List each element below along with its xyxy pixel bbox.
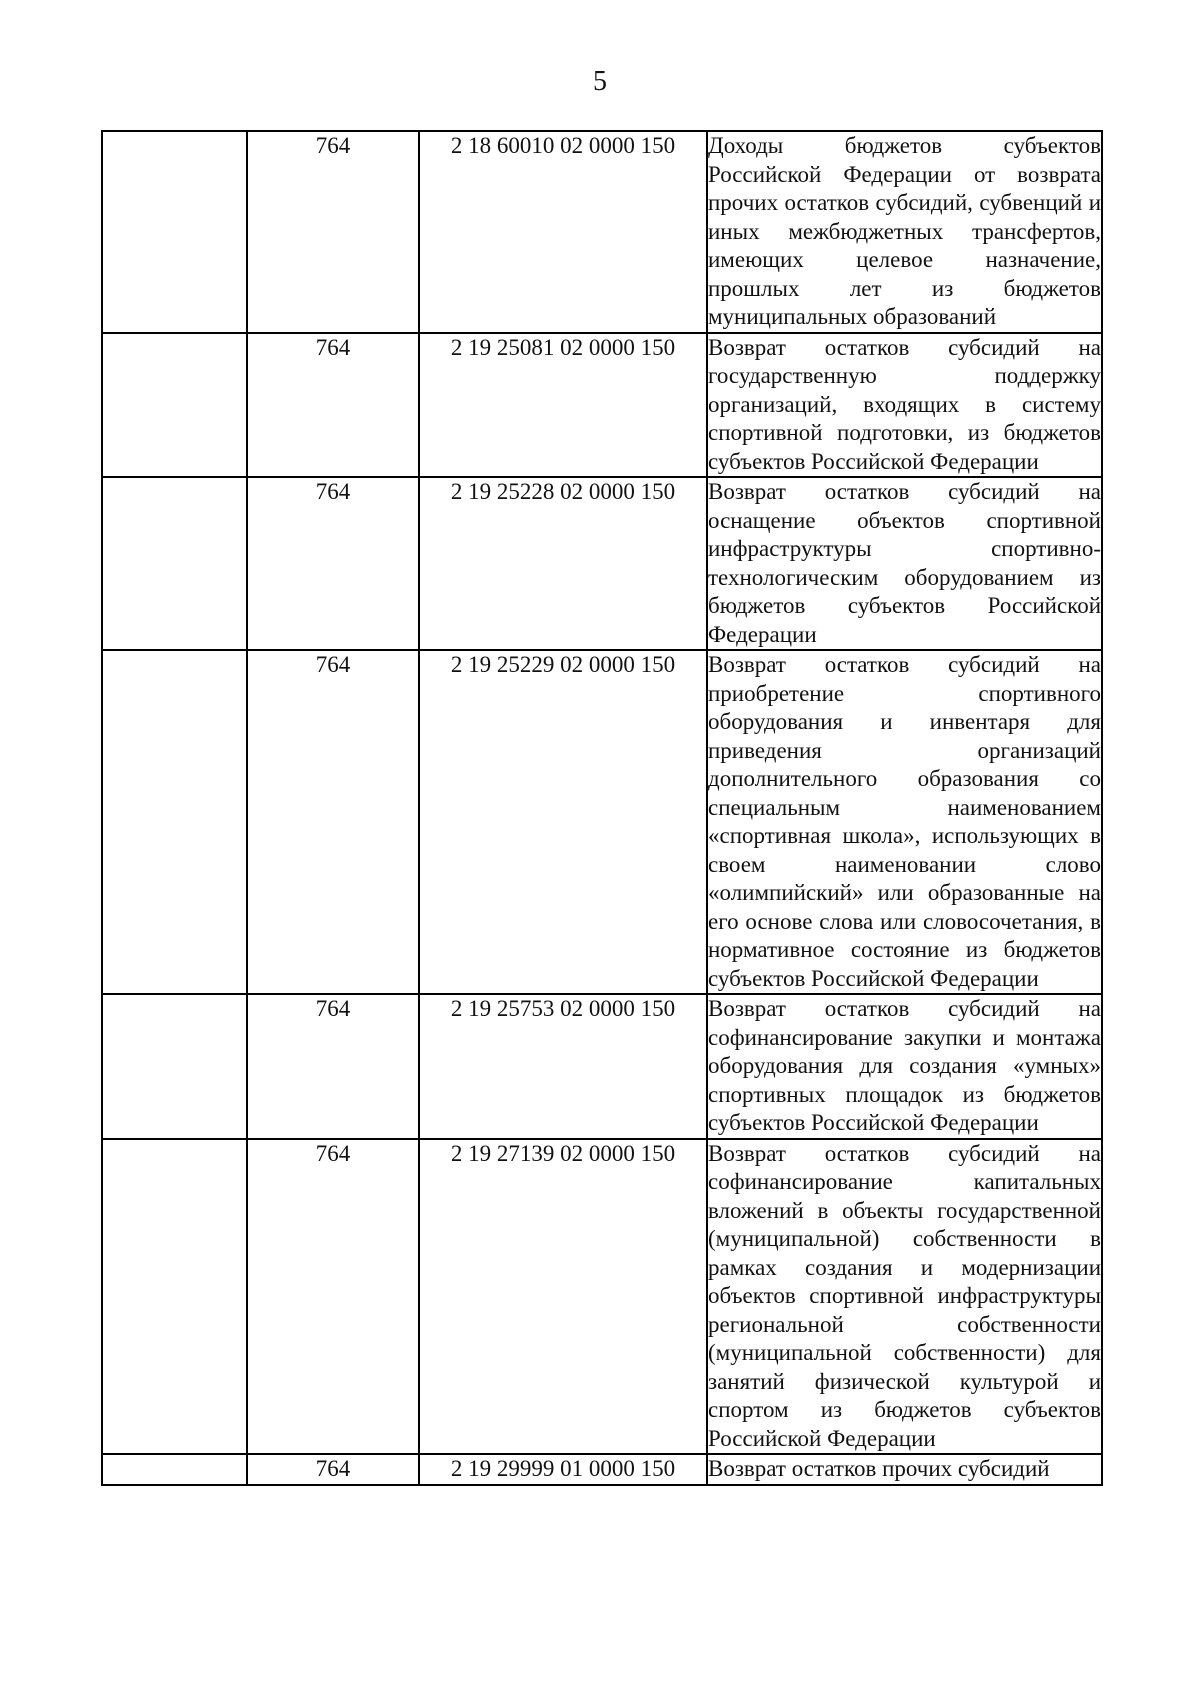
admin-code-cell: 764 [247, 477, 419, 650]
description-cell: Возврат остатков субсидий на оснащение объектов спортивной инфраструктуры спортивно-технологическим оборудованием из бюджетов субъектов Российской Федерации [707, 477, 1102, 650]
empty-cell [102, 1454, 247, 1485]
empty-cell [102, 1139, 247, 1455]
kbk-code-cell: 2 19 25081 02 0000 150 [419, 333, 707, 478]
description-cell: Возврат остатков прочих субсидий [707, 1454, 1102, 1485]
kbk-code-cell: 2 19 29999 01 0000 150 [419, 1454, 707, 1485]
admin-code-cell: 764 [247, 994, 419, 1139]
table-row [102, 131, 1102, 333]
admin-code-cell: 764 [247, 1139, 419, 1455]
page-number: 5 [593, 66, 607, 97]
kbk-code-cell: 2 19 25229 02 0000 150 [419, 650, 707, 994]
empty-cell [102, 131, 247, 333]
admin-code-cell: 764 [247, 650, 419, 994]
admin-code-cell: 764 [247, 1454, 419, 1485]
empty-cell [102, 650, 247, 994]
admin-code-cell: 764 [247, 131, 419, 333]
kbk-code-cell: 2 18 60010 02 0000 150 [419, 131, 707, 333]
empty-cell [102, 477, 247, 650]
description-cell: Возврат остатков субсидий на государственную поддержку организаций, входящих в систему спортивной подготовки, из бюджетов субъектов Российской Федерации [707, 333, 1102, 478]
table-row [102, 650, 1102, 994]
table-row [102, 1139, 1102, 1455]
description-cell: Доходы бюджетов субъектов Российской Федерации от возврата прочих остатков субсидий, субвенций и иных межбюджетных трансфертов, имеющих целевое назначение, прошлых лет из бюджетов муниципальных образований [707, 131, 1102, 333]
table-row [102, 333, 1102, 478]
description-cell: Возврат остатков субсидий на приобретение спортивного оборудования и инвентаря для приведения организаций дополнительного образования со специальным наименованием «спортивная школа», использующих в своем наименовании слово «олимпийский» или образованные на его основе слова или словосочетания, в нормативное состояние из бюджетов субъектов Российской Федерации [707, 650, 1102, 994]
empty-cell [102, 994, 247, 1139]
budget-classification-table [101, 130, 1103, 1486]
description-cell: Возврат остатков субсидий на софинансирование закупки и монтажа оборудования для создания «умных» спортивных площадок из бюджетов субъектов Российской Федерации [707, 994, 1102, 1139]
table-row [102, 994, 1102, 1139]
table-row [102, 477, 1102, 650]
table-row [102, 1454, 1102, 1485]
kbk-code-cell: 2 19 27139 02 0000 150 [419, 1139, 707, 1455]
kbk-code-cell: 2 19 25228 02 0000 150 [419, 477, 707, 650]
empty-cell [102, 333, 247, 478]
kbk-code-cell: 2 19 25753 02 0000 150 [419, 994, 707, 1139]
description-cell: Возврат остатков субсидий на софинансирование капитальных вложений в объекты государственной (муниципальной) собственности в рамках создания и модернизации объектов спортивной инфраструктуры региональной собственности (муниципальной собственности) для занятий физической культурой и спортом из бюджетов субъектов Российской Федерации [707, 1139, 1102, 1455]
admin-code-cell: 764 [247, 333, 419, 478]
